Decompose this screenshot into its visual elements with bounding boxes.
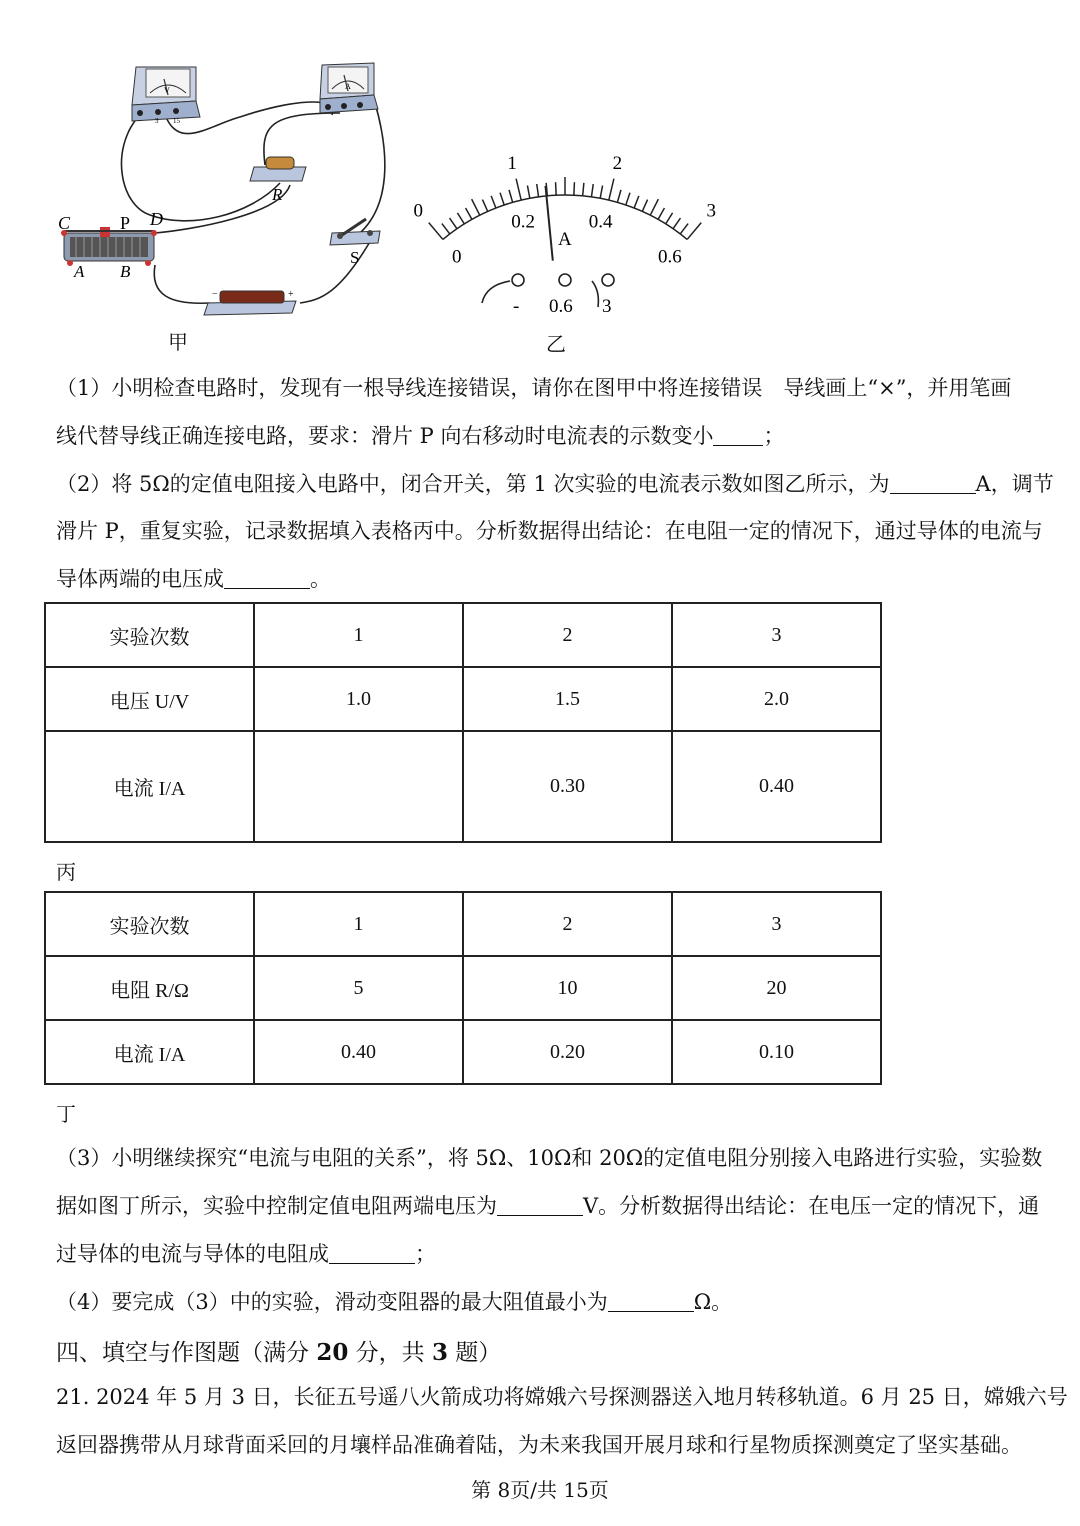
figure-yi-caption: 乙 [546, 332, 566, 356]
table-row [45, 956, 881, 1020]
q2-line3-text: 导体两端的电压成 [56, 567, 224, 591]
q1-answer-blank[interactable] [713, 425, 763, 446]
q2-line1 [56, 472, 1054, 496]
ammeter [320, 63, 378, 113]
section-title-c: 题） [447, 1340, 502, 1366]
dial-tick [500, 193, 504, 205]
svg-text:V: V [164, 86, 170, 95]
q2-line3 [56, 567, 331, 591]
dial-bottom-label: 0 [452, 246, 462, 268]
q2-current-blank[interactable] [890, 473, 976, 494]
table-cell: 2.0 [672, 667, 881, 731]
dial-top-label: 1 [507, 153, 517, 175]
table-cell: 实验次数 [45, 603, 254, 667]
dial-tick [666, 213, 673, 224]
table-cell: 0.30 [463, 731, 672, 842]
page-footer: 第 8页/共 15页 [471, 1478, 609, 1502]
q2-relation-blank[interactable] [224, 568, 310, 589]
q2-line1-end: A，调节 [975, 472, 1054, 496]
dial-tick [472, 199, 480, 215]
q4-end: Ω。 [693, 1290, 733, 1314]
dial-bottom-label: 0.4 [588, 211, 613, 233]
terminal-negative: - [513, 296, 520, 317]
label-b: B [120, 262, 131, 281]
table-cell: 电流 I/A [45, 1020, 254, 1084]
table-row [45, 1020, 881, 1084]
table-cell: 0.40 [254, 1020, 463, 1084]
svg-text:−: − [137, 117, 141, 125]
dial-tick [466, 208, 472, 219]
dial-tick [687, 223, 701, 240]
table-bing [44, 602, 882, 843]
table-cell: 1.0 [254, 667, 463, 731]
sliding-rheostat [61, 227, 157, 266]
label-c: C [58, 213, 71, 233]
label-p: P [120, 213, 131, 233]
dial-tick [516, 179, 521, 200]
table-cell: 2 [463, 892, 672, 956]
q3-voltage-blank[interactable] [497, 1195, 583, 1216]
dial-tick [491, 196, 496, 208]
q1-line2-end: ； [763, 424, 785, 448]
dial-tick [609, 179, 614, 200]
table-cell: 1 [254, 892, 463, 956]
table-ding [44, 891, 882, 1085]
table-row [45, 603, 881, 667]
dial-top-label: 0 [413, 200, 423, 222]
section-title-a: 四、填空与作图题（满分 [56, 1340, 317, 1366]
dial-tick [574, 182, 575, 195]
switch [330, 219, 380, 245]
q4-line [56, 1290, 732, 1314]
voltmeter [132, 67, 200, 125]
table-cell: 电压 U/V [45, 667, 254, 731]
svg-text:−: − [212, 289, 218, 300]
table-cell: 电流 I/A [45, 731, 254, 842]
section-score: 20 [316, 1339, 349, 1366]
fixed-resistor [250, 157, 306, 181]
svg-text:+: + [288, 289, 294, 300]
dial-tick [442, 224, 450, 234]
q2-line1-text: （2）将 5Ω的定值电阻接入电路中，闭合开关，第 1 次实验的电流表示数如图乙所示，为 [56, 472, 890, 496]
dial-top-label: 2 [612, 153, 623, 175]
dial-tick [626, 193, 630, 205]
dial-tick [457, 213, 464, 224]
terminal-3: 3 [602, 296, 612, 317]
dial-tick [527, 186, 529, 199]
table-row [45, 731, 881, 842]
table-row [45, 667, 881, 731]
dial-unit: A [558, 229, 572, 250]
dial-tick [429, 223, 443, 240]
figure-jia-caption: 甲 [168, 330, 188, 354]
table-cell: 电阻 R/Ω [45, 956, 254, 1020]
dial-tick [583, 183, 584, 196]
table-row [45, 892, 881, 956]
q2-line2: 滑片 P，重复实验，记录数据填入表格丙中。分析数据得出结论：在电阻一定的情况下，通过导体的电流与 [56, 519, 1043, 543]
dial-tick [600, 186, 602, 199]
dial-tick [509, 190, 513, 202]
table-cell: 2 [463, 603, 672, 667]
table-cell: 实验次数 [45, 892, 254, 956]
circuit-diagram [40, 55, 400, 325]
svg-text:15: 15 [173, 117, 180, 125]
q4-resistance-blank[interactable] [608, 1291, 694, 1312]
q21-line2: 返回器携带从月球背面采回的月壤样品准确着陆，为未来我国开展月球和行星物质探测奠定了坚实基础。 [56, 1433, 1022, 1457]
dial-tick [591, 184, 593, 197]
q3-line2-text: 据如图丁所示，实验中控制定值电阻两端电压为 [56, 1194, 497, 1218]
battery [204, 289, 296, 315]
q3-line2-end: V。分析数据得出结论：在电压一定的情况下，通 [583, 1194, 1040, 1218]
label-d: D [150, 209, 163, 229]
section-count: 3 [431, 1339, 448, 1366]
table-bing-caption: 丙 [56, 860, 76, 884]
dial-top-label: 3 [706, 200, 717, 222]
table-ding-caption: 丁 [56, 1102, 76, 1126]
table-cell-empty[interactable] [254, 731, 463, 842]
svg-text:A: A [345, 82, 351, 91]
q3-line3-end: ； [415, 1242, 436, 1266]
dial-tick [650, 199, 658, 215]
dial-terminals [482, 274, 614, 307]
q1-line2 [56, 424, 784, 448]
table-cell: 0.20 [463, 1020, 672, 1084]
table-cell: 3 [672, 603, 881, 667]
q1-line1: （1）小明检查电路时，发现有一根导线连接错误，请你在图甲中将连接错误 导线画上“×”，并用笔画 [56, 376, 1012, 400]
dial-tick [617, 190, 621, 202]
svg-text:3: 3 [155, 117, 159, 125]
table-cell: 1 [254, 603, 463, 667]
label-a: A [74, 262, 85, 281]
q3-line1: （3）小明继续探究“电流与电阻的关系”，将 5Ω、10Ω和 20Ω的定值电阻分别接入电路进行实验，实验数 [56, 1146, 1043, 1170]
q4-text: （4）要完成（3）中的实验，滑动变阻器的最大阻值最小为 [56, 1290, 608, 1314]
dial-needle [545, 186, 552, 261]
dial-tick [673, 218, 680, 229]
label-s: S [350, 248, 360, 267]
dial-tick [450, 218, 457, 229]
table-cell: 0.40 [672, 731, 881, 842]
dial-tick [556, 182, 557, 195]
ammeter-dial [410, 125, 720, 325]
table-cell: 1.5 [463, 667, 672, 731]
q3-line3 [56, 1242, 436, 1266]
section-title-b: 分，共 [348, 1340, 432, 1366]
dial-bottom-label: 0.6 [657, 246, 682, 268]
q3-line2 [56, 1194, 1039, 1218]
q3-line3-text: 过导体的电流与导体的电阻成 [56, 1242, 329, 1266]
dial-tick [680, 224, 688, 234]
q3-relation-blank[interactable] [329, 1243, 415, 1264]
table-cell: 0.10 [672, 1020, 881, 1084]
dial-tick [658, 208, 664, 219]
section-title [56, 1334, 501, 1367]
q2-line3-end: 。 [310, 567, 331, 591]
table-cell: 10 [463, 956, 672, 1020]
dial-tick [482, 200, 487, 212]
dial-tick [537, 184, 539, 197]
label-r: R [272, 185, 283, 204]
table-cell: 5 [254, 956, 463, 1020]
dial-tick [634, 196, 639, 208]
q1-line2-text: 线代替导线正确连接电路，要求：滑片 P 向右移动时电流表的示数变小 [56, 424, 714, 448]
q21-line1: 21. 2024 年 5 月 3 日，长征五号遥八火箭成功将嫦娥六号探测器送入地月转移轨道。6 月 25 日，嫦娥六号 [56, 1385, 1068, 1409]
table-cell: 3 [672, 892, 881, 956]
dial-bottom-label: 0.2 [511, 211, 536, 233]
dial-tick [642, 200, 647, 212]
table-cell: 20 [672, 956, 881, 1020]
terminal-0-6: 0.6 [549, 296, 573, 317]
